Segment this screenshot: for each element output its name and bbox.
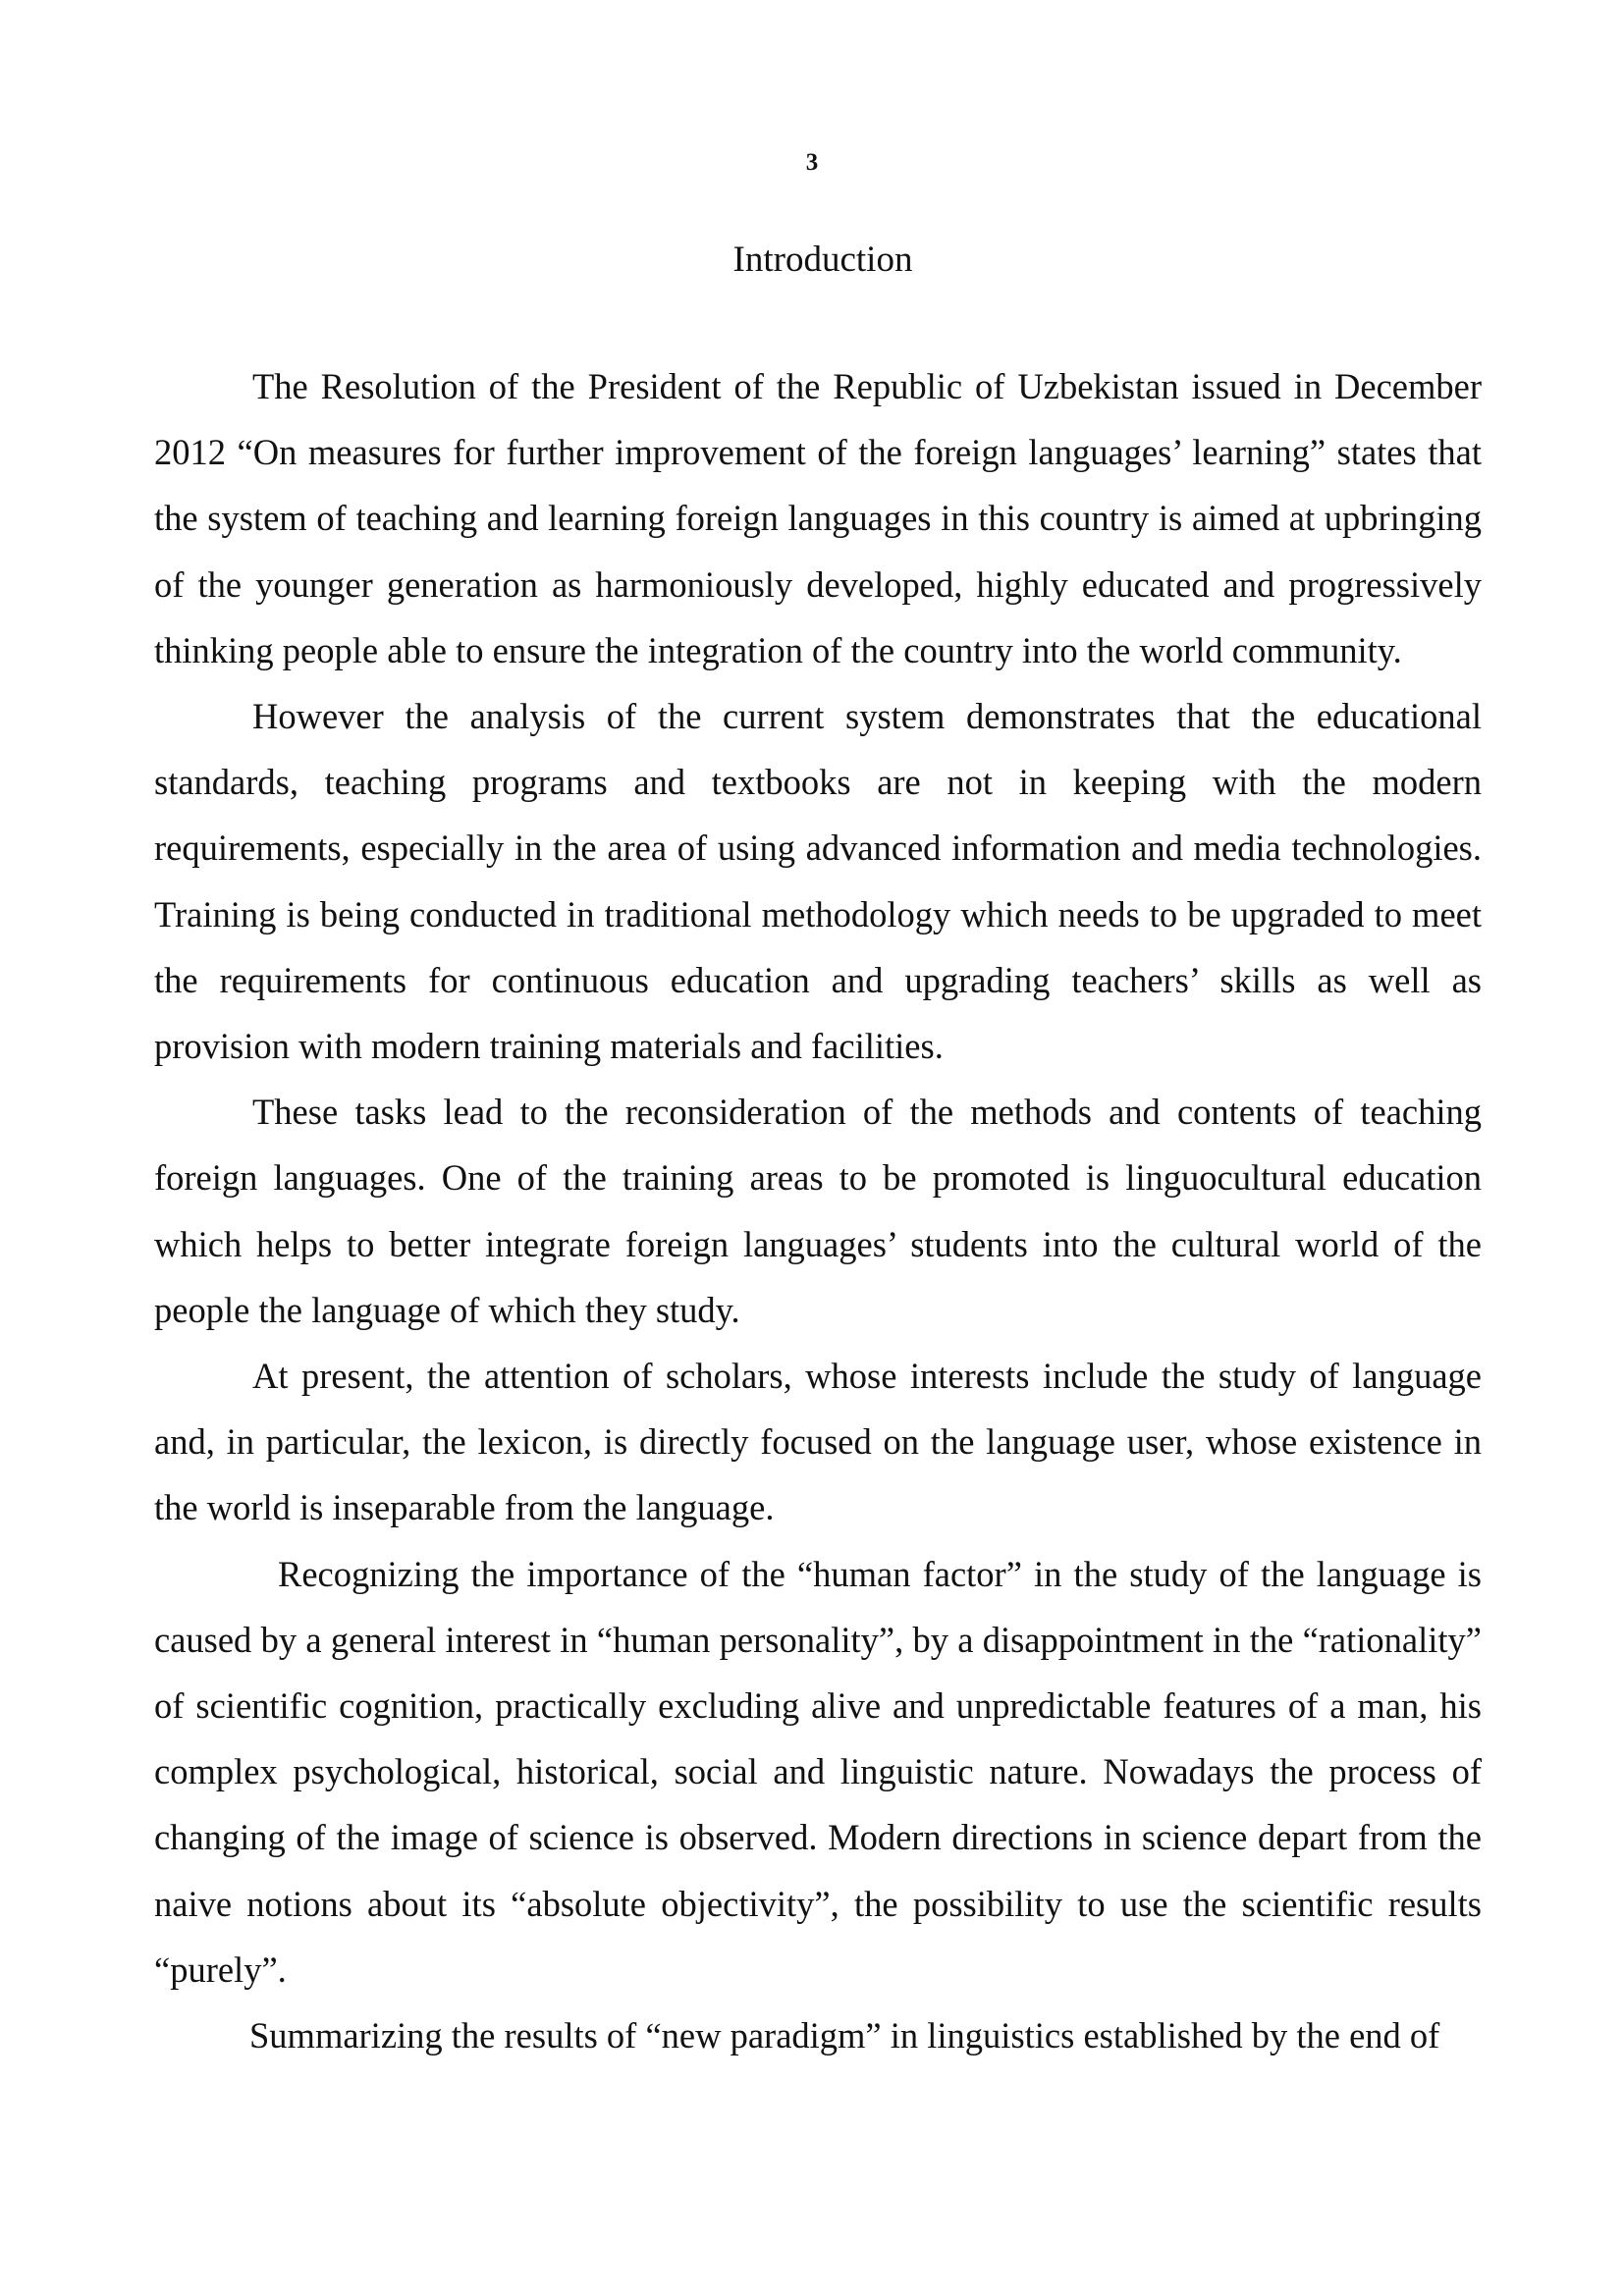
paragraph-resolution: The Resolution of the President of the Republic of Uzbekistan issued in December 2012 “On measures for further improvement of the foreign languages’ learning” states that the system of teaching and learning foreign languages in this country is aimed at upbringing of the younger generation as harmoniously developed, highly educated and progressively thinking people able to ensure the integration of the country into the world community.: [154, 366, 1482, 670]
paragraph-analysis: However the analysis of the current system demonstrates that the educational standards, teaching programs and textbooks are not in keeping with the modern requirements, especially in the area of using advanced information and media technologies. Training is being conducted in traditional methodology which needs to be upgraded to meet the requirements for continuous education and upgrading teachers’ skills as well as provision with modern training materials and facilities.: [154, 696, 1482, 1067]
section-title: Introduction: [732, 240, 913, 280]
paragraph-human-factor: Recognizing the importance of the “human factor” in the study of the language is caused by a general interest in “human personality”, by a disappointment in the “rationality” of scientific cognition, practically excluding alive and unpredictable features of a man, his complex psychological, historical, social and linguistic nature. Nowadays the process of changing of the image of science is observed. Modern directions in science depart from the naive notions about its “absolute objectivity”, the possibility to use the scientific results “purely”.: [154, 1553, 1482, 1990]
page-number: 3: [805, 149, 819, 176]
body-text: [154, 353, 1482, 2068]
paragraph-tasks: These tasks lead to the reconsideration of the methods and contents of teaching foreign languages. One of the training areas to be promoted is linguocultural education which helps to better integrate foreign languages’ students into the cultural world of the people the language of which they study.: [154, 1092, 1482, 1330]
paragraph-summarizing: Summarizing the results of “new paradigm” in linguistics established by the end of: [249, 2015, 1440, 2056]
paragraph-present-attention: At present, the attention of scholars, whose interests include the study of language and, in particular, the lexicon, is directly focused on the language user, whose existence in the world is inseparable from the language.: [154, 1356, 1482, 1528]
